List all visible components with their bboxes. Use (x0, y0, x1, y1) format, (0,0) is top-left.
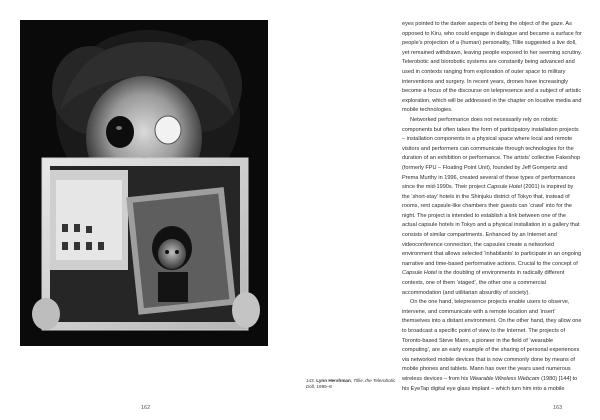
text-run: On the one hand, telepresence projects enable users to observe, intervene, and communicate with a remote location and ‘insert’ themselves into a distant environment. On the other hand, they allow one to broadcast a specific point of view to the Internet. The projects of Toronto-based Steve Mann, a pioneer in the field of ‘wearable computing’, are an early example of the sharing of personal experiences via networked mobile devices that is now commonly done by means of mobile phones and tablets. Mann has over the years used numerous wireless devices – from his (402, 299, 582, 382)
text-run: eyes pointed to the darker aspects of being the object of the gaze. As opposed to Kiru, who could engage in dialogue and became a surface for people’s projection of a (human) personality, Tillie suggested a live doll, yet remained withdrawn, leaving people exposed to her seeming scrutiny. Telerobotic and biorobotic systems are constantly being advanced and used in contexts ranging from exploration of outer space to military interventions and surgery. In recent years, drones have increasingly become a focus of the discourse on telepresence and a subject of artistic exploration, which will be addressed in the chapter on locative media and mobile technologies. (402, 21, 582, 114)
caption-year: , 1995–8 (313, 384, 332, 390)
text-run: Networked performance does not necessarily rely on robotic components but often takes the form of participatory installation projects – installation components in a physical space where local and remote visitors and performers can communicate through technologies for the duration of an exhibition or performance. The artists’ collective Fakeshop (formerly FPU – Floating Point Unit), founded by Jeff Gompertz and Prema Murthy in 1996, created several of these types of performances since the mid-1990s. Their project (402, 116, 581, 191)
doll-photograph (20, 20, 268, 346)
text-run: (2001) is inspired by the ‘short-stay’ hotels in the Shinjuku district of Tokyo that, instead of rooms, rent capsule-like chambers their guests can ‘crawl’ into for the night. The project is intended to establish a link between one of the actual capsule hotels in Tokyo and a physical installation in a gallery that consists of similar compartments. Enhanced by an Internet and videoconference connection, the capsules create a networked environment that allows selected ‘inhabitants’ to participate in an ongoing narrative and time-based performative actions. Crucial to the concept of (402, 184, 582, 267)
italic-title: Capsule Hotel (402, 270, 437, 277)
body-paragraph (402, 298, 582, 394)
italic-title: Wearable Wireless Webcam (469, 375, 540, 382)
page-number-left: 162 (141, 405, 151, 411)
caption-number: 143. (306, 378, 315, 383)
body-text-column (402, 20, 582, 394)
body-paragraph (402, 116, 582, 298)
text-run: is the doubling of environments in radically different contexts, one of them ‘staged’, the other one a commercial accommodation (and utilitarian absurdity of society). (402, 270, 565, 296)
figure-caption: 143. Lynn Hershman, Tillie, the Telerobotic Doll, 1995–8 (306, 378, 396, 390)
italic-title: Capsule Hotel (487, 184, 522, 191)
doll-photo-image (20, 20, 268, 346)
body-paragraph (402, 20, 582, 116)
caption-title: Tillie, the Telerobotic Doll (306, 378, 396, 390)
page-number-right: 163 (553, 405, 563, 411)
caption-author: Lynn Hershman (316, 378, 351, 383)
text-run: (1980) [144] to his EyeTap digital eye glass implant – which turn him into a mobile (402, 375, 578, 392)
